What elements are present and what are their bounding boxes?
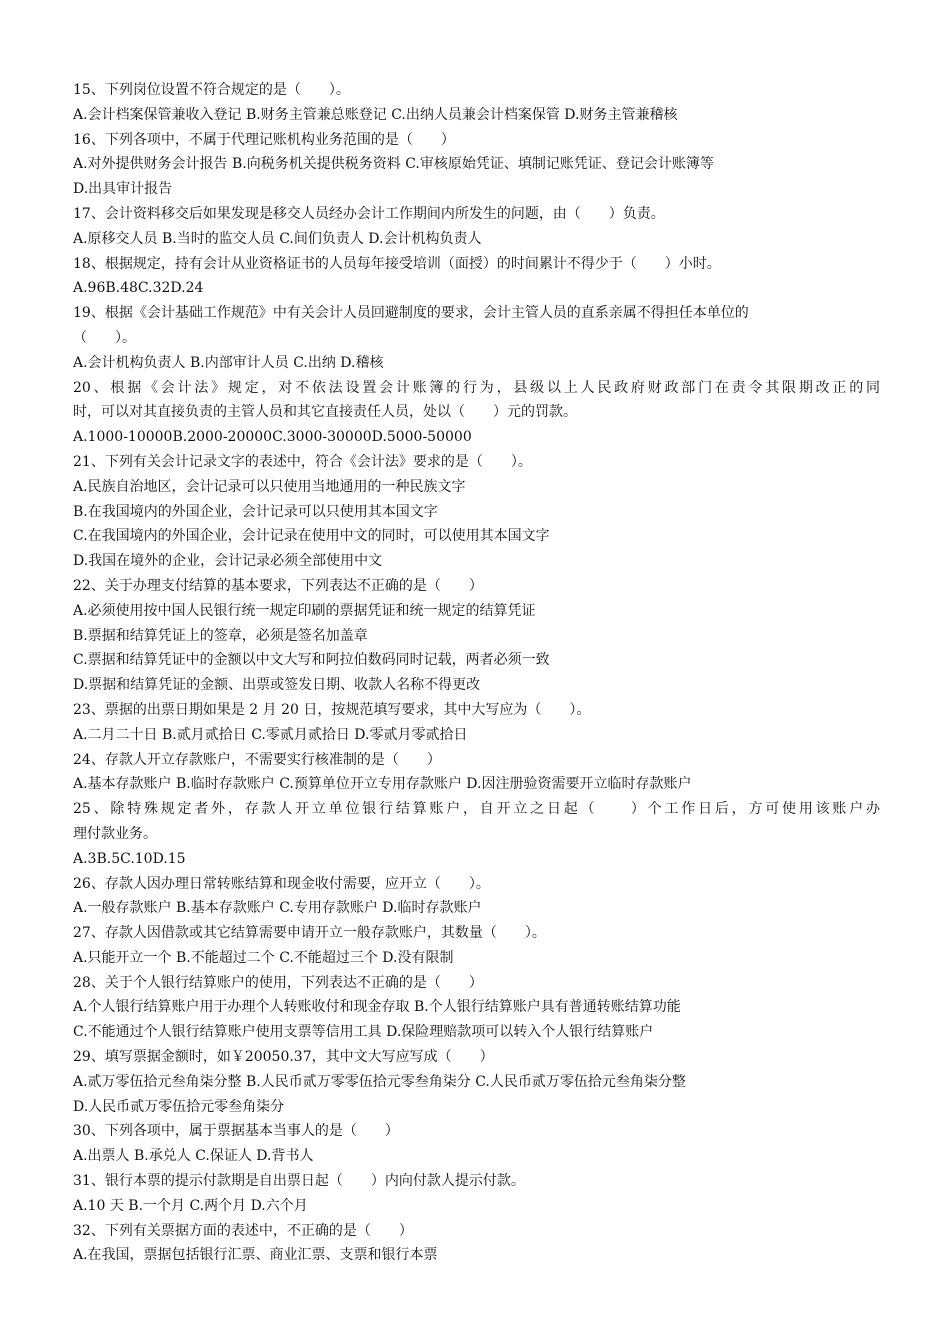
text-line: C.在我国境内的外国企业，会计记录在使用中文的同时，可以使用其本国文字	[73, 528, 550, 545]
text-line: 32、下列有关票据方面的表述中，不正确的是（ ）	[73, 1222, 413, 1239]
text-line: D.票据和结算凭证的金额、出票或签发日期、收款人名称不得更改	[73, 677, 481, 694]
text-line: A.1000-10000B.2000-20000C.3000-30000D.5000-50000	[73, 429, 472, 446]
text-line: 16、下列各项中，不属于代理记账机构业务范围的是（ ）	[73, 131, 455, 148]
text-line: C.票据和结算凭证中的金额以中文大写和阿拉伯数码同时记载，两者必须一致	[73, 652, 550, 669]
text-line: 21、下列有关会计记录文字的表述中，符合《会计法》要求的是（ ）。	[73, 453, 532, 470]
text-line: D.我国在境外的企业，会计记录必须全部使用中文	[73, 553, 383, 570]
text-line: D.人民币贰万零伍拾元零叁角柒分	[73, 1098, 285, 1115]
text-line: A.10 天 B.一个月 C.两个月 D.六个月	[73, 1197, 308, 1214]
text-line: B.在我国境内的外国企业，会计记录可以只使用其本国文字	[73, 503, 438, 520]
text-line: 理付款业务。	[73, 825, 157, 842]
text-line: A.出票人 B.承兑人 C.保证人 D.背书人	[73, 1148, 314, 1165]
text-line: 18、根据规定，持有会计从业资格证书的人员每年接受培训（面授）的时间累计不得少于（ ）小时。	[73, 255, 721, 272]
text-line: A.个人银行结算账户用于办理个人转账收付和现金存取 B.个人银行结算账户具有普通转账结算功能	[73, 999, 681, 1016]
text-line: A.基本存款账户 B.临时存款账户 C.预算单位开立专用存款账户 D.因注册验资需要开立临时存款账户	[73, 776, 692, 793]
text-line: 17、会计资料移交后如果发现是移交人员经办会计工作期间内所发生的问题，由（ ）负责。	[73, 205, 665, 222]
text-line: D.出具审计报告	[73, 181, 173, 198]
text-line: A.二月二十日 B.贰月贰拾日 C.零贰月贰拾日 D.零贰月零贰拾日	[73, 726, 468, 743]
text-line: 30、下列各项中，属于票据基本当事人的是（ ）	[73, 1123, 399, 1140]
text-line: A.原移交人员 B.当时的监交人员 C.间们负责人 D.会计机构负责人	[73, 230, 482, 247]
text-line: A.必须使用按中国人民银行统一规定印刷的票据凭证和统一规定的结算凭证	[73, 602, 536, 619]
text-line: C.不能通过个人银行结算账户使用支票等信用工具 D.保险理赔款项可以转入个人银行结算账户	[73, 1024, 654, 1041]
text-line: A.只能开立一个 B.不能超过二个 C.不能超过三个 D.没有限制	[73, 949, 454, 966]
text-line: 19、根据《会计基础工作规范》中有关会计人员回避制度的要求，会计主管人员的直系亲属不得担任本单位的	[73, 305, 749, 322]
text-line: A.民族自治地区，会计记录可以只使用当地通用的一种民族文字	[73, 478, 466, 495]
text-line: B.票据和结算凭证上的签章，必须是签名加盖章	[73, 627, 368, 644]
text-line: A.贰万零伍拾元叁角柒分整 B.人民币贰万零零伍拾元零叁角柒分 C.人民币贰万零伍拾元叁角柒分整	[73, 1073, 686, 1090]
text-line: 22、关于办理支付结算的基本要求，下列表达不正确的是（ ）	[73, 577, 483, 594]
text-line: 27、存款人因借款或其它结算需要申请开立一般存款账户，其数量（ ）。	[73, 925, 546, 942]
text-line: （ ）。	[73, 329, 136, 346]
text-line: 20、根据《会计法》规定，对不依法设置会计账簿的行为，县级以上人民政府财政部门在责令其限期改正的同	[73, 379, 880, 396]
text-line: 28、关于个人银行结算账户的使用，下列表达不正确的是（ ）	[73, 974, 483, 991]
text-line: 23、票据的出票日期如果是 2 月 20 日，按规范填写要求，其中大写应为（ ）。	[73, 701, 591, 718]
text-line: A.3B.5C.10D.15	[73, 850, 186, 867]
text-line: A.对外提供财务会计报告 B.向税务机关提供税务资料 C.审核原始凭证、填制记账凭证、登记会计账簿等	[73, 156, 714, 173]
text-line: 时，可以对其直接负责的主管人员和其它直接责任人员，处以（ ）元的罚款。	[73, 404, 577, 421]
text-line: 24、存款人开立存款账户，不需要实行核准制的是（ ）	[73, 751, 441, 768]
text-line: 15、下列岗位设置不符合规定的是（ ）。	[73, 82, 350, 98]
text-line: 26、存款人因办理日常转账结算和现金收付需要，应开立（ ）。	[73, 875, 490, 892]
text-line: A.会计档案保管兼收入登记 B.财务主管兼总账登记 C.出纳人员兼会计档案保管 D.财务主管兼稽核	[73, 106, 678, 123]
text-line: 31、银行本票的提示付款期是自出票日起（ ）内向付款人提示付款。	[73, 1173, 525, 1190]
text-line: 25、除特殊规定者外，存款人开立单位银行结算账户，自开立之日起（ ）个工作日后，方可使用该账户办	[73, 801, 880, 818]
text-line: A.在我国，票据包括银行汇票、商业汇票、支票和银行本票	[73, 1247, 438, 1264]
text-line: A.一般存款账户 B.基本存款账户 C.专用存款账户 D.临时存款账户	[73, 900, 482, 917]
text-line: A.96B.48C.32D.24	[73, 280, 204, 297]
text-line: 29、填写票据金额时，如￥20050.37，其中文大写应写成（ ）	[73, 1049, 494, 1066]
text-line: A.会计机构负责人 B.内部审计人员 C.出纳 D.稽核	[73, 354, 384, 371]
